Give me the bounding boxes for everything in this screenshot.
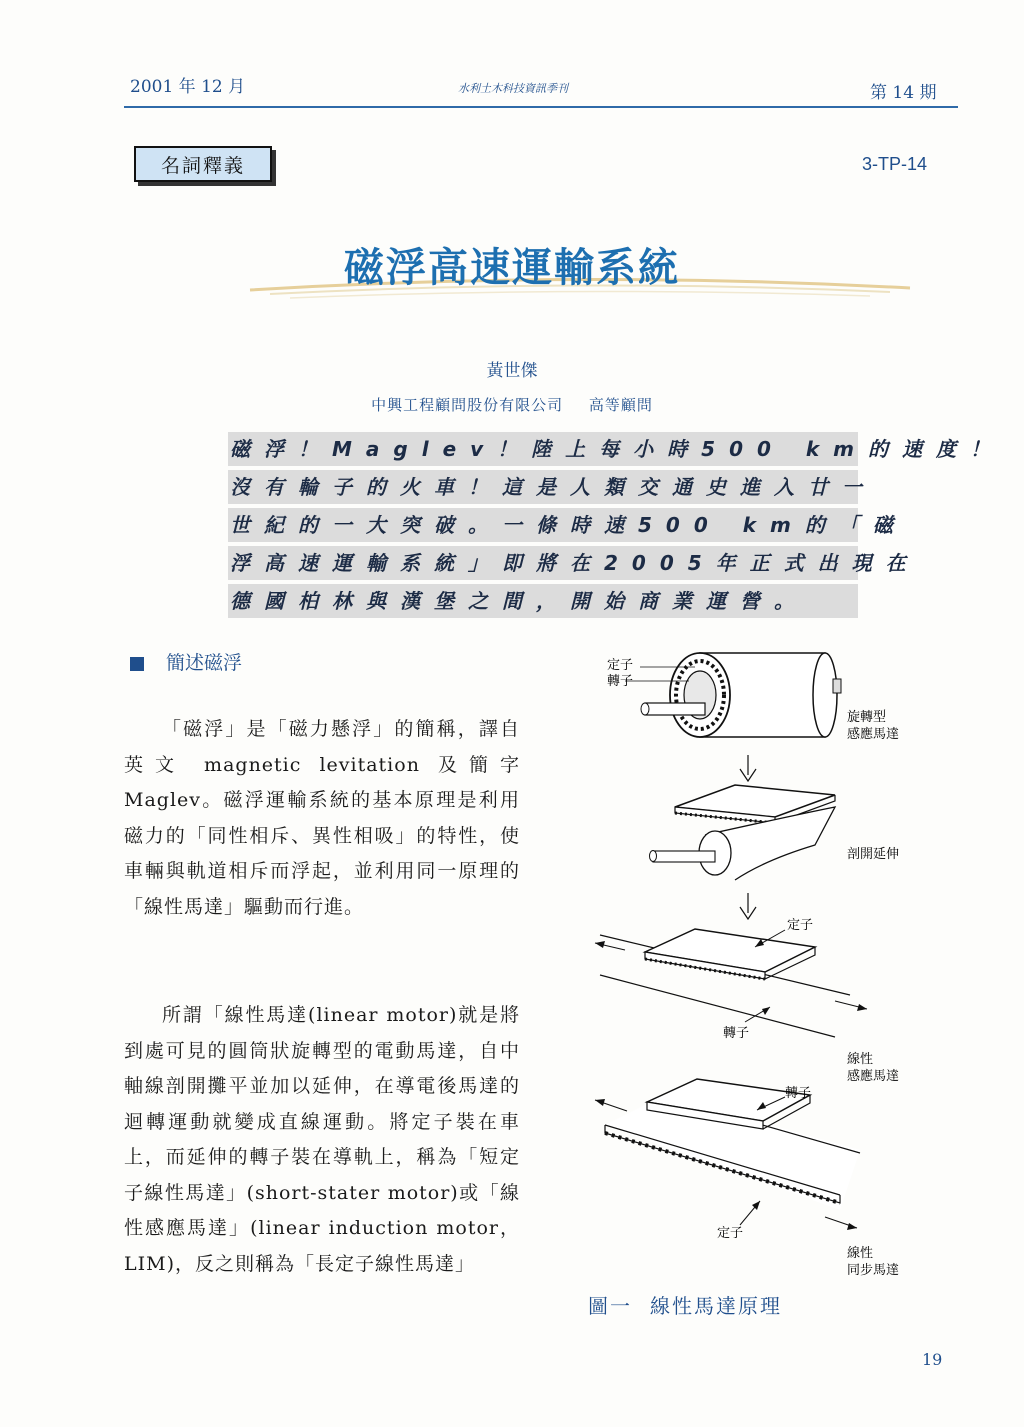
- label-rotor-3: 轉子: [785, 1086, 812, 1101]
- intro-line: 浮高速運輸系統」即將在2005年正式出現在: [228, 546, 858, 580]
- intro-line: 德國柏林與漢堡之間，開始商業運營。: [228, 584, 858, 618]
- body-paragraph-2: 所謂「線性馬達(linear motor)就是將到處可見的圓筒狀旋轉型的電動馬達，自中軸線剖開攤平並加以延伸，在導電後馬達的迴轉運動就變成直線運動。將定子裝在車上，而延伸的轉子裝在導軌上，稱為「短定子線性馬達」(short-stater motor)或「線性感應馬達」(linear induction motor，LIM)，反之則稱為「長定子線性馬達」: [124, 1004, 520, 1275]
- intro-line: 世紀的一大突破。一條時速500 km的「磁: [228, 508, 858, 542]
- linear-induction-drawing: [595, 929, 867, 1037]
- label-linear-induction-2: 感應馬達: [847, 1069, 900, 1084]
- label-linear-induction-1: 線性: [847, 1052, 874, 1067]
- document-code: 3-TP-14: [862, 154, 928, 174]
- label-rotary-1: 旋轉型: [847, 710, 887, 725]
- label-rotor-1: 轉子: [607, 674, 634, 689]
- affiliation-position: 高等顧問: [588, 396, 653, 414]
- header-date: 2001 年 12 月: [130, 77, 246, 97]
- figure-caption: [588, 1290, 800, 1319]
- linear-motor-figure: [585, 645, 930, 1295]
- author-affiliation: [0, 394, 1024, 415]
- figure-caption-number: 圖一: [588, 1294, 632, 1318]
- rotary-motor-drawing: [625, 653, 841, 737]
- down-arrow-icon: [740, 893, 756, 919]
- unrolled-motor-drawing: [650, 785, 836, 880]
- header-issue: 第 14 期: [870, 83, 937, 103]
- intro-line: 沒有輪子的火車！這是人類交通史進入廿一: [228, 470, 858, 504]
- page-title: 磁浮高速運輸系統: [344, 245, 680, 291]
- label-stator-1: 定子: [607, 658, 634, 673]
- author-name: 黃世傑: [486, 361, 538, 381]
- header-rule: [124, 106, 958, 108]
- label-rotor-2: 轉子: [723, 1026, 750, 1041]
- label-stator-2: 定子: [787, 918, 814, 933]
- square-bullet-icon: [130, 657, 144, 671]
- label-stator-3: 定子: [717, 1226, 744, 1241]
- body-paragraph-1: 「磁浮」是「磁力懸浮」的簡稱，譯自英文 magnetic levitation 及簡字Maglev。磁浮運輸系統的基本原理是利用磁力的「同性相斥、異性相吸」的特性，使車輛與軌道相斥而浮起，並利用同一原理的「線性馬達」驅動而行進。: [124, 718, 520, 918]
- intro-highlight: [228, 432, 1005, 622]
- category-tag: 名詞釋義: [134, 146, 272, 182]
- label-unroll: 剖開延伸: [847, 847, 900, 862]
- section-heading: [130, 648, 242, 675]
- figure-caption-text: 線性馬達原理: [650, 1294, 782, 1318]
- page-number: 19: [922, 1350, 943, 1369]
- header-journal: 水利土木科技資訊季刊: [458, 82, 568, 95]
- section-heading-text: 簡述磁浮: [166, 652, 243, 674]
- linear-synchronous-drawing: [595, 1079, 860, 1230]
- intro-line: 磁浮！Maglev！陸上每小時500 km的速度！: [228, 432, 858, 466]
- label-rotary-2: 感應馬達: [847, 727, 900, 742]
- down-arrow-icon: [740, 755, 756, 781]
- label-linear-sync-1: 線性: [847, 1246, 874, 1261]
- label-linear-sync-2: 同步馬達: [847, 1263, 900, 1278]
- affiliation-company: 中興工程顧問股份有限公司: [371, 396, 564, 414]
